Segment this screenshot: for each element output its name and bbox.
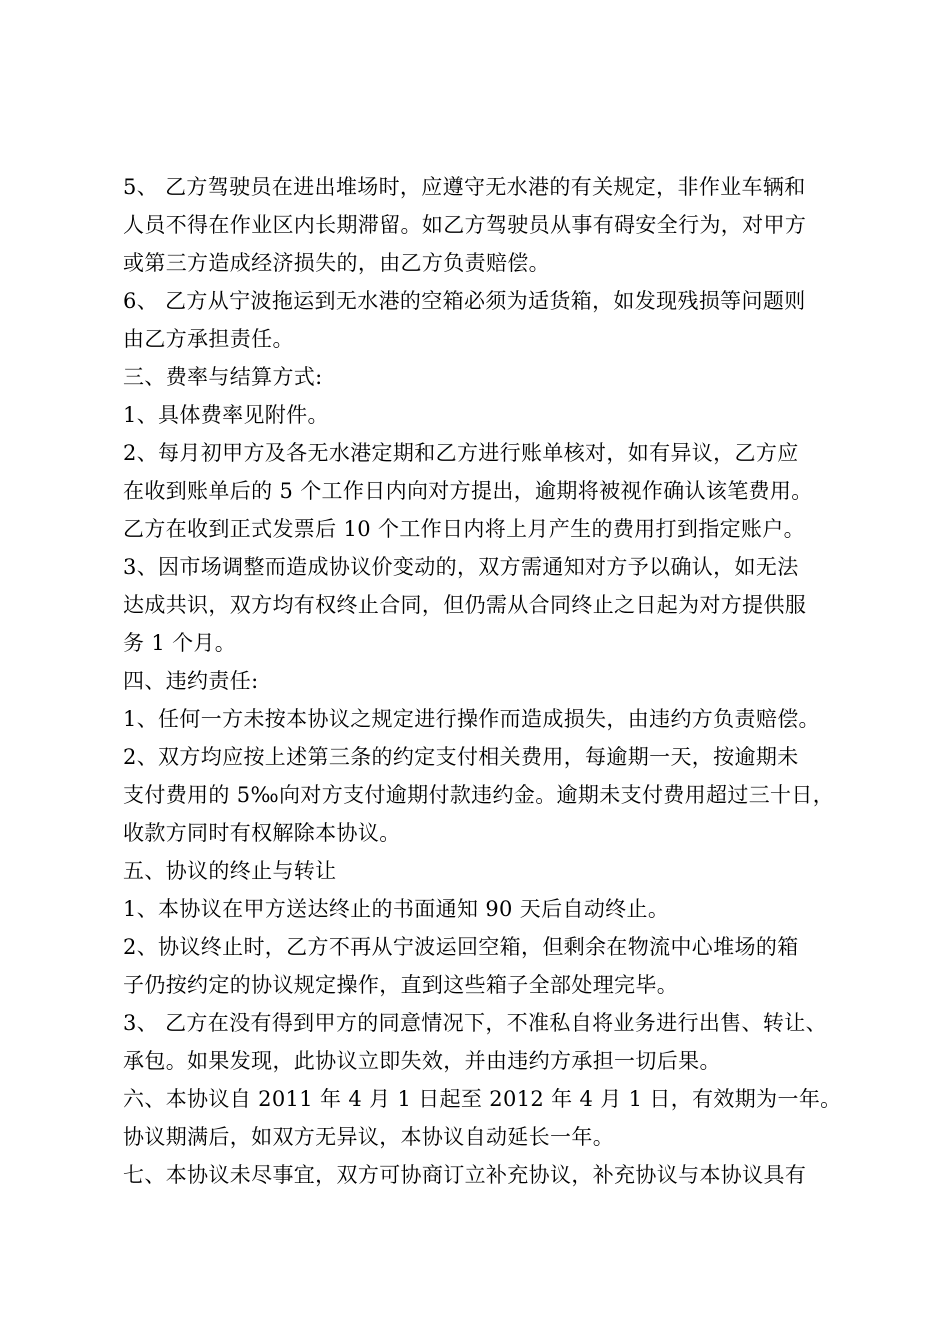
text-line: 6、 乙方从宁波拖运到无水港的空箱必须为适货箱，如发现残损等问题则 <box>123 289 806 313</box>
text-line: 3、因市场调整而造成协议价变动的，双方需通知对方予以确认，如无法 <box>123 555 799 579</box>
text-line: 支付费用的 5‰向对方支付逾期付款违约金。逾期未支付费用超过三十日， <box>123 783 835 807</box>
text-line: 六、本协议自 2011 年 4 月 1 日起至 2012 年 4 月 1 日，有效期为一年。 <box>123 1087 842 1111</box>
text-line: 2、每月初甲方及各无水港定期和乙方进行账单核对，如有异议，乙方应 <box>123 441 799 465</box>
section-heading: 三、费率与结算方式: <box>123 365 323 389</box>
text-line: 5、 乙方驾驶员在进出堆场时，应遵守无水港的有关规定，非作业车辆和 <box>123 175 806 199</box>
text-line: 七、本协议未尽事宜，双方可协商订立补充协议，补充协议与本协议具有 <box>123 1163 807 1187</box>
text-line: 协议期满后，如双方无异议，本协议自动延长一年。 <box>123 1125 615 1149</box>
text-line: 子仍按约定的协议规定操作，直到这些箱子全部处理完毕。 <box>123 973 679 997</box>
text-line: 达成共识，双方均有权终止合同，但仍需从合同终止之日起为对方提供服 <box>123 593 807 617</box>
text-line: 乙方在收到正式发票后 10 个工作日内将上月产生的费用打到指定账户。 <box>123 517 805 541</box>
text-line: 1、任何一方未按本协议之规定进行操作而造成损失，由违约方负责赔偿。 <box>123 707 820 731</box>
text-line: 在收到账单后的 5 个工作日内向对方提出，逾期将被视作确认该笔费用。 <box>123 479 813 503</box>
text-line: 2、双方均应按上述第三条的约定支付相关费用，每逾期一天，按逾期未 <box>123 745 799 769</box>
document-body <box>123 168 853 1194</box>
text-line: 或第三方造成经济损失的，由乙方负责赔偿。 <box>123 251 550 275</box>
text-line: 1、具体费率见附件。 <box>123 403 329 427</box>
text-line: 2、协议终止时，乙方不再从宁波运回空箱，但剩余在物流中心堆场的箱 <box>123 935 799 959</box>
text-line: 承包。如果发现，此协议立即失效，并由违约方承担一切后果。 <box>123 1049 721 1073</box>
section-heading: 五、协议的终止与转让 <box>123 859 337 883</box>
text-line: 人员不得在作业区内长期滞留。如乙方驾驶员从事有碍安全行为，对甲方 <box>123 213 807 237</box>
text-line: 3、 乙方在没有得到甲方的同意情况下，不准私自将业务进行出售、转让、 <box>123 1011 827 1035</box>
text-line: 务 1 个月。 <box>123 631 237 655</box>
text-line: 收款方同时有权解除本协议。 <box>123 821 401 845</box>
text-line: 1、本协议在甲方送达终止的书面通知 90 天后自动终止。 <box>123 897 670 921</box>
section-heading: 四、违约责任: <box>123 669 259 693</box>
text-line: 由乙方承担责任。 <box>123 327 294 351</box>
